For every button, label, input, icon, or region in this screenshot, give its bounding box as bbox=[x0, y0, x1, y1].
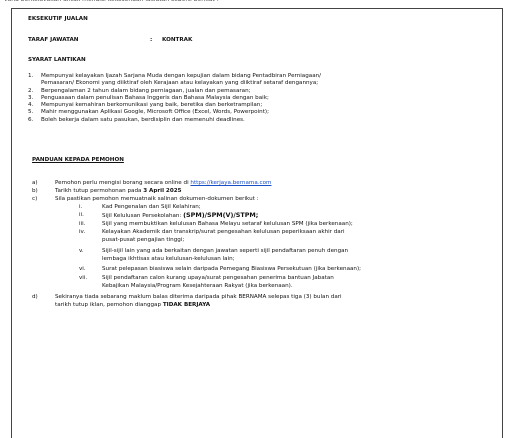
taraf-separator: : bbox=[150, 37, 153, 43]
syarat-line: Pemasaran/ Ekonomi yang diiktiraf oleh Kerajaan atau kelayakan yang diiktiraf setaraf dengannya; bbox=[41, 80, 319, 86]
doc-number: v. bbox=[79, 248, 84, 254]
doc-line: lembaga ikhtisas atau kelulusan-kelulusan lain; bbox=[102, 256, 235, 262]
panduan-item-d-line bbox=[55, 302, 210, 309]
syarat-line: Penguasaan dalam penulisan Bahasa Inggeris dan Bahasa Malaysia dengan baik; bbox=[41, 95, 269, 101]
syarat-line: Mempunyai kelayakan Ijazah Sarjana Muda dengan kepujian dalam bidang Pentadbiran Perniagaan/ bbox=[41, 73, 322, 79]
panduan-item-a bbox=[55, 180, 272, 187]
doc-line: pusat-pusat pengajian tinggi; bbox=[102, 237, 185, 243]
panduan-item-d-line: Sekiranya tiada sebarang maklum balas diterima daripada pihak BERNAMA selepas tiga (3) bulan dari bbox=[55, 294, 342, 300]
doc-ii-bold: (SPM)/SPM(V)/STPM; bbox=[183, 211, 259, 219]
syarat-line: Berpengalaman 2 tahun dalam bidang perniagaan, jualan dan pemasaran; bbox=[41, 88, 251, 94]
syarat-number: 2. bbox=[28, 88, 34, 94]
taraf-label: TARAF JAWATAN bbox=[28, 37, 79, 43]
syarat-number: 5. bbox=[28, 109, 34, 115]
doc-line: Surat pelepasan biasiswa selain daripada Pemegang Biasiswa Persekutuan (jika berkenaan); bbox=[102, 266, 362, 272]
doc-number: vi. bbox=[79, 266, 86, 272]
kerjaya-link[interactable]: https://kerjaya.bernama.com bbox=[190, 180, 272, 186]
doc-line: Kelayakan Akademik dan transkrip/surat pengesahan kelulusan peperiksaan akhir dari bbox=[102, 229, 345, 235]
panduan-a-text: Pemohon perlu mengisi borang secara online di bbox=[55, 180, 191, 186]
doc-ii-text: Sijil Kelulusan Persekolahan: bbox=[102, 213, 184, 219]
panduan-b-text: Tarikh tutup permohonan pada bbox=[55, 188, 144, 194]
doc-number: ii. bbox=[79, 212, 84, 218]
doc-number: vii. bbox=[79, 275, 88, 281]
result-status: TIDAK BERJAYA bbox=[162, 302, 211, 308]
closing-date: 3 April 2025 bbox=[143, 188, 182, 194]
syarat-number: 6. bbox=[28, 117, 34, 123]
syarat-line: Mempunyai kemahiran berkomunikasi yang baik, beretika dan berketrampilan; bbox=[41, 102, 263, 108]
taraf-value: KONTRAK bbox=[162, 37, 193, 43]
doc-line: Kad Pengenalan dan Sijil Kelahiran; bbox=[102, 204, 201, 210]
doc-number: iii. bbox=[79, 221, 86, 227]
syarat-number: 1. bbox=[28, 73, 34, 79]
doc-line: Sijil-sijil lain yang ada berkaitan dengan jawatan seperti sijil pendaftaran penuh dengan bbox=[102, 248, 349, 254]
doc-line: Kebajikan Malaysia/Program Kesejahteraan Rakyat (jika berkenaan). bbox=[102, 283, 293, 289]
job-title: EKSEKUTIF JUALAN bbox=[28, 16, 88, 22]
doc-line: Sijil yang membuktikan kelulusan Bahasa Melayu setaraf kelulusan SPM (jika berkenaan); bbox=[102, 221, 353, 227]
intro-line bbox=[0, 0, 511, 1]
panduan-heading: PANDUAN KEPADA PEMOHON bbox=[32, 157, 124, 163]
panduan-number: d) bbox=[32, 294, 38, 300]
doc-number: i. bbox=[79, 204, 83, 210]
panduan-d-text: tarikh tutup iklan, pemohon dianggap bbox=[55, 302, 163, 308]
syarat-heading: SYARAT LANTIKAN bbox=[28, 57, 86, 63]
doc-line bbox=[102, 212, 258, 220]
syarat-line: Boleh bekerja dalam satu pasukan, berdisiplin dan memenuhi deadlines. bbox=[41, 117, 245, 123]
panduan-item-c: Sila pastikan pemohon memuatnaik salinan dokumen-dokumen berikut : bbox=[55, 196, 259, 202]
panduan-number: c) bbox=[32, 196, 38, 202]
panduan-number: b) bbox=[32, 188, 38, 194]
doc-line: Sijil pendaftaran calon kurang upaya/surat pengesahan penerima bantuan Jabatan bbox=[102, 275, 334, 281]
doc-number: iv. bbox=[79, 229, 86, 235]
job-panel bbox=[11, 8, 503, 438]
syarat-number: 4. bbox=[28, 102, 34, 108]
syarat-line: Mahir menggunakan Aplikasi Google, Microsoft Office (Excel, Words, Powerpoint); bbox=[41, 109, 269, 115]
panduan-number: a) bbox=[32, 180, 38, 186]
panduan-item-b bbox=[55, 188, 182, 195]
syarat-number: 3. bbox=[28, 95, 34, 101]
